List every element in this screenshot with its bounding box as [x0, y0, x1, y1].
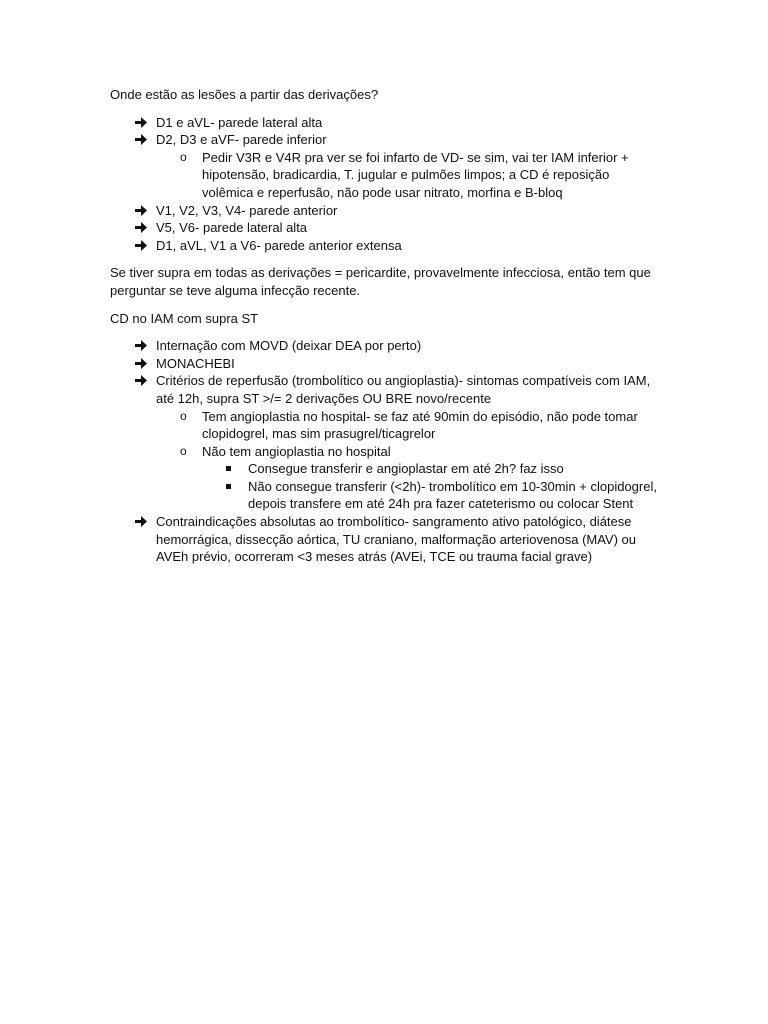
circle-bullet-icon: o: [180, 408, 187, 423]
arrow-right-icon: [134, 114, 148, 131]
list-item: MONACHEBI: [110, 355, 658, 373]
section-heading: CD no IAM com supra ST: [110, 310, 259, 326]
sub-list: [156, 149, 658, 202]
circle-bullet-icon: o: [180, 443, 187, 458]
list-item: D1 e aVL- parede lateral alta: [110, 114, 658, 132]
arrow-right-icon: [134, 202, 148, 219]
arrow-right-icon: [134, 219, 148, 236]
arrow-right-icon: [134, 513, 148, 530]
cd-list: [110, 337, 658, 566]
arrow-right-icon: [134, 372, 148, 389]
list-item: D1, aVL, V1 a V6- parede anterior extensa: [110, 237, 658, 255]
arrow-right-icon: [134, 355, 148, 372]
circle-bullet-icon: o: [180, 149, 187, 164]
list-item: D2, D3 e aVF- parede inferior o Pedir V3R e V4R pra ver se foi infarto de VD- se sim, vai ter IAM inferior + hipotensão, bradicardia, T. jugular e pulmões limpos; a CD é reposição volêmica e reperfusão, não pode usar nitrato, morfina e B-bloq: [110, 131, 658, 201]
list-item: V1, V2, V3, V4- parede anterior: [110, 202, 658, 220]
sub-list: [156, 408, 658, 514]
list-item: Contraindicações absolutas ao trombolítico- sangramento ativo patológico, diátese hemorrágica, dissecção aórtica, TU craniano, malformação arteriovenosa (MAV) ou AVEh prévio, ocorreram <3 meses atrás (AVEi, TCE ou trauma facial grave): [110, 513, 658, 566]
leads-list: [110, 114, 658, 255]
list-item: Internação com MOVD (deixar DEA por perto): [110, 337, 658, 355]
list-item: o Tem angioplastia no hospital- se faz até 90min do episódio, não pode tomar clopidogrel, mas sim prasugrel/ticagrelor: [180, 408, 638, 442]
arrow-right-icon: [134, 131, 148, 148]
list-item: Consegue transferir e angioplastar em até 2h? faz isso: [202, 460, 658, 478]
list-item: o Pedir V3R e V4R pra ver se foi infarto de VD- se sim, vai ter IAM inferior + hipotensão, bradicardia, T. jugular e pulmões limpos; a CD é reposição volêmica e reperfusão, não pode usar nitrato, morfina e B-bloq: [180, 149, 629, 200]
list-item: V5, V6- parede lateral alta: [110, 219, 658, 237]
arrow-right-icon: [134, 237, 148, 254]
square-bullet-icon: [226, 484, 231, 489]
question-heading: Onde estão as lesões a partir das derivações?: [110, 87, 379, 102]
list-item: o Não tem angioplastia no hospital Consegue transferir e angioplastar em até 2h? faz isso Não consegue transferir (<2h)- trombolítico em 10-30min + clopidogrel, depois transfere em até 24h pra fazer cateterismo ou colocar Stent: [180, 443, 657, 512]
pericarditis-note: Se tiver supra em todas as derivações = pericardite, provavelmente infecciosa, então tem que perguntar se teve alguma infecção recente.: [110, 265, 651, 298]
arrow-right-icon: [134, 337, 148, 354]
document-page: [110, 86, 658, 576]
list-item: Critérios de reperfusão (trombolítico ou angioplastia)- sintomas compatíveis com IAM, até 12h, supra ST >/= 2 derivações OU BRE novo/recente o Tem angioplastia no hospital- se faz até 90min do episódio, não pode tomar clopidogrel, mas sim prasugrel/ticagrelor o Não tem angioplastia no hospital Consegue transferir e angioplastar em até 2h? faz isso Não consegue transferir (<2h)- trombolítico em 10-30min + clopidogrel, depois transfere em até 24h pra fazer cateterismo ou colocar Stent: [110, 372, 658, 513]
list-item: Não consegue transferir (<2h)- trombolítico em 10-30min + clopidogrel, depois transfere em até 24h pra fazer cateterismo ou colocar Stent: [202, 478, 658, 513]
sub-sub-list: [202, 460, 658, 513]
square-bullet-icon: [226, 466, 231, 471]
